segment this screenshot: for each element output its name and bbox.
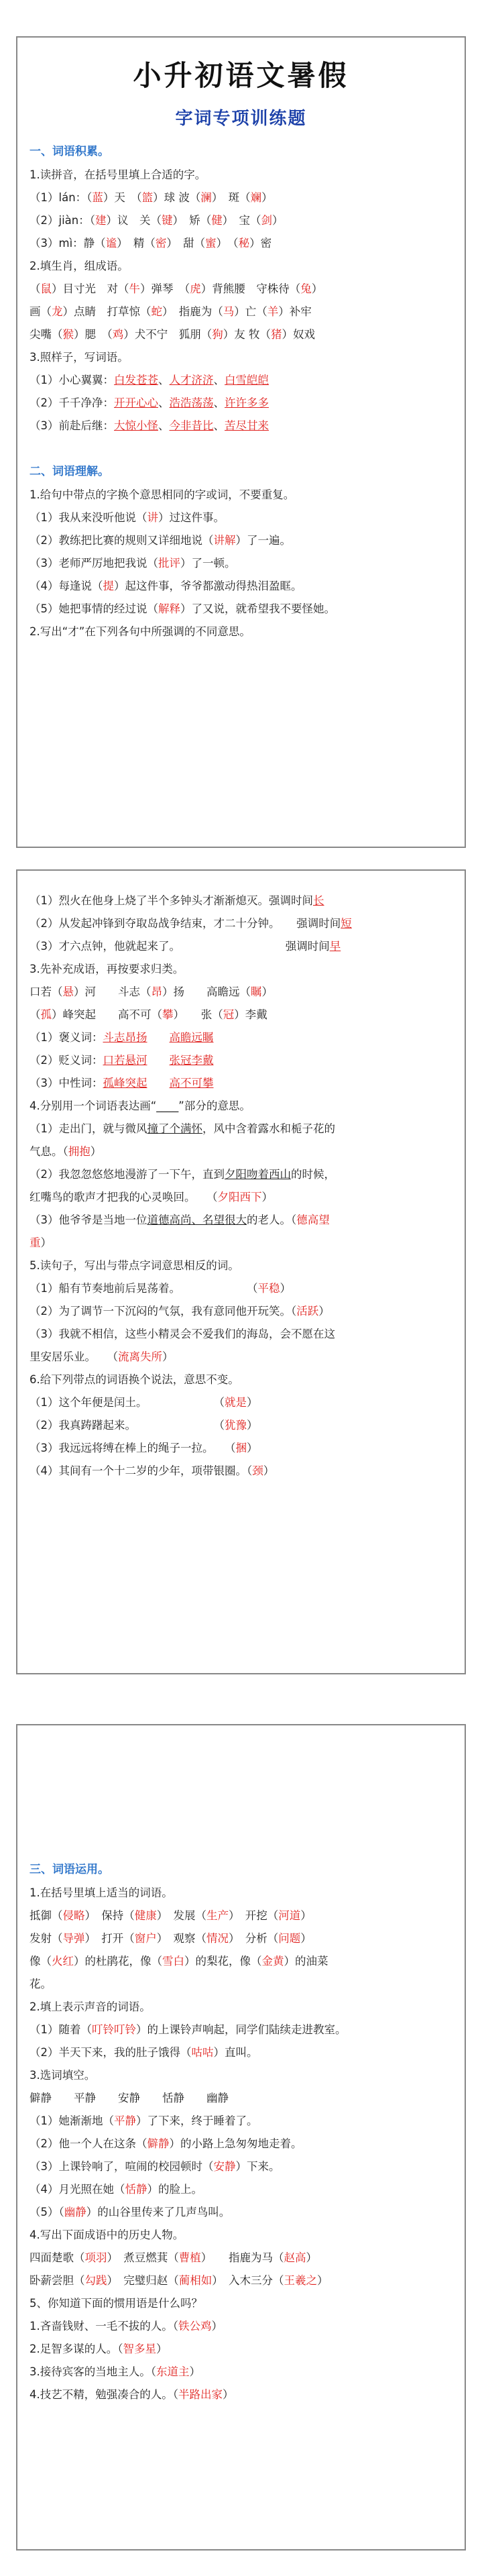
question-text: 2.填生肖，组成语。: [29, 260, 129, 272]
exercise-line: 气息。（拥抱）: [29, 1145, 102, 1158]
exercise-line: 卧薪尝胆（勾践） 完璧归赵（蔺相如） 入木三分（王羲之）: [29, 2274, 328, 2287]
exercise-line: （2）我忽忽悠悠地漫游了一下午，直到夕阳吻着西山的时候，: [29, 1168, 335, 1181]
exercise-line: 口若（悬）河 斗志（昂）扬 高瞻远（瞩）: [29, 985, 273, 998]
exercise-line: （2）为了调节一下沉闷的气氛，我有意同他开玩笑。（活跃）: [29, 1305, 330, 1318]
exercise-line: 2.足智多谋的人。（智多星）: [29, 2343, 168, 2355]
question-text: 5、你知道下面的惯用语是什么吗？: [29, 2297, 202, 2310]
exercise-line: （5）她把事情的经过说（解释）了又说，就希望我不要怪她。: [29, 602, 335, 615]
question-text: 1.给句中带点的字换个意思相同的字或词，不要重复。: [29, 488, 295, 501]
exercise-line: （2）我真踌躇起来。 （犹豫）: [29, 1419, 258, 1432]
question-text: 3.照样子，写词语。: [29, 351, 129, 364]
exercise-line: 里安居乐业。 （流离失所）: [29, 1350, 174, 1363]
question-text: 2.填上表示声音的词语。: [29, 2000, 151, 2013]
exercise-line: （2）千千净净：开开心心、浩浩荡荡、许许多多: [29, 396, 269, 409]
exercise-line: （3）前赴后继：大惊小怪、今非昔比、苦尽甘来: [29, 419, 269, 432]
page-subtitle: 字词专项训练题: [175, 109, 307, 129]
exercise-line: 像（火红）的杜鹃花，像（雪白）的梨花，像（金黄）的油菜: [29, 1955, 328, 1968]
exercise-line: 红嘴鸟的歌声才把我的心灵唤回。 （夕阳西下）: [29, 1191, 273, 1203]
question-text: 3.先补充成语，再按要求归类。: [29, 963, 184, 975]
exercise-line: 尖嘴（猴）腮 （鸡）犬不宁 狐朋（狗）友 牧（猪）奴戏: [29, 328, 315, 341]
exercise-line: （孤）峰突起 高不可（攀） 张（冠）李戴: [29, 1008, 267, 1021]
exercise-line: （1）我从来没听他说（讲）过这件事。: [29, 511, 225, 524]
exercise-line: 花。: [29, 1978, 52, 1990]
exercise-line: （2）教练把比赛的规则又详细地说（讲解）了一遍。: [29, 534, 291, 547]
exercise-line: （3）上课铃响了，喧闹的校园顿时（安静）下来。: [29, 2160, 280, 2173]
exercise-line: （1）褒义词：斗志昂扬 高瞻远瞩: [29, 1031, 214, 1044]
question-text: 6.给下列带点的词语换个说法，意思不变。: [29, 1373, 239, 1386]
question-text: 1.读拼音，在括号里填上合适的字。: [29, 168, 206, 181]
exercise-line: （鼠）目寸光 对（牛）弹琴 （虎）背熊腰 守株待（兔）: [29, 282, 323, 295]
exercise-line: 抵御（侵略） 保持（健康） 发展（生产） 开挖（河道）: [29, 1909, 312, 1922]
exercise-line: （1）走出门，就与微风撞了个满怀，风中含着露水和栀子花的: [29, 1122, 335, 1135]
exercise-line: （1）随着（叮铃叮铃）的上课铃声响起，同学们陆续走进教室。: [29, 2023, 347, 2036]
exercise-line: （4）其间有一个十二岁的少年，项带银圈。（颈）: [29, 1464, 275, 1477]
section-heading-2: 二、词语理解。: [29, 465, 109, 478]
page-title: 小升初语文暑假: [133, 59, 349, 92]
word-options: 僻静 平静 安静 恬静 幽静: [29, 2092, 229, 2104]
exercise-line: 重）: [29, 1236, 52, 1249]
exercise-line: （2）jiàn：（建）议 关（键） 矫（健） 宝（剑）: [29, 214, 284, 227]
question-text: 3.选词填空。: [29, 2069, 96, 2082]
exercise-line: （1）lán：（蓝）天 （篮）球 波（澜） 斑（斓）: [29, 191, 273, 204]
exercise-line: （3）mì：静（谧） 精（密） 甜（蜜） （秘）密: [29, 237, 272, 250]
exercise-line: （5）（幽静）的山谷里传来了几声鸟叫。: [29, 2206, 231, 2218]
exercise-line: （3）他爷爷是当地一位道德高尚、名望很大的老人。（德高望: [29, 1214, 330, 1226]
exercise-line: 4.技艺不精，勉强凑合的人。（半路出家）: [29, 2388, 234, 2401]
exercise-line: 1.吝啬钱财、一毛不拔的人。（铁公鸡）: [29, 2320, 223, 2332]
exercise-line: （3）老师严厉地把我说（批评）了一顿。: [29, 557, 236, 570]
section-heading-3: 三、词语运用。: [29, 1863, 109, 1876]
exercise-line: 3.接待宾客的当地主人。（东道主）: [29, 2365, 200, 2378]
section-heading-1: 一、词语积累。: [29, 145, 109, 158]
exercise-line: （2）半天下来，我的肚子饿得（咕咕）直叫。: [29, 2046, 258, 2059]
exercise-line: （3）才六点钟，他就起来了。 强调时间早: [29, 940, 341, 953]
question-text: 4.分别用一个词语表达画“____”部分的意思。: [29, 1099, 251, 1112]
question-text: 5.读句子，写出与带点字词意思相反的词。: [29, 1259, 239, 1272]
question-text: 2.写出“才”在下列各句中所强调的不同意思。: [29, 625, 251, 638]
exercise-line: （4）月光照在她（恬静）的脸上。: [29, 2183, 202, 2196]
exercise-line: （4）每逢说（提）起这件事，爷爷都激动得热泪盈眶。: [29, 580, 302, 592]
worksheet-page-3: [16, 1724, 466, 2551]
worksheet-page-1: [16, 36, 466, 848]
exercise-line: （2）他一个人在这条（僻静）的小路上急匆匆地走着。: [29, 2137, 302, 2150]
exercise-line: （3）中性词：孤峰突起 高不可攀: [29, 1077, 214, 1089]
exercise-line: 画（龙）点睛 打草惊（蛇） 指鹿为（马）亡（羊）补牢: [29, 305, 312, 318]
exercise-line: （1）她渐渐地（平静）了下来，终于睡着了。: [29, 2114, 258, 2127]
question-text: 4.写出下面成语中的历史人物。: [29, 2229, 184, 2241]
exercise-line: （1）小心翼翼：白发苍苍、人才济济、白雪皑皑: [29, 374, 269, 386]
exercise-line: （2）贬义词：口若悬河 张冠李戴: [29, 1054, 214, 1067]
exercise-line: （1）船有节奏地前后晃荡着。 （平稳）: [29, 1282, 291, 1295]
exercise-line: 四面楚歌（项羽） 煮豆燃萁（曹植） 指鹿为马（赵高）: [29, 2251, 317, 2264]
question-text: 1.在括号里填上适当的词语。: [29, 1886, 173, 1899]
exercise-line: （2）从发起冲锋到夺取岛战争结束，才二十分钟。 强调时间短: [29, 917, 352, 930]
worksheet-page-2: [16, 869, 466, 1674]
exercise-line: （3）我远远将缚在棒上的绳子一拉。 （捆）: [29, 1442, 258, 1454]
exercise-line: （3）我就不相信，这些小精灵会不爱我们的海岛，会不愿在这: [29, 1328, 335, 1340]
exercise-line: （1）这个年便是闰土。 （就是）: [29, 1396, 258, 1409]
exercise-line: 发射（导弹） 打开（窗户） 观察（情况） 分析（问题）: [29, 1932, 312, 1945]
exercise-line: （1）烈火在他身上烧了半个多钟头才渐渐熄灭。强调时间长: [29, 894, 324, 907]
